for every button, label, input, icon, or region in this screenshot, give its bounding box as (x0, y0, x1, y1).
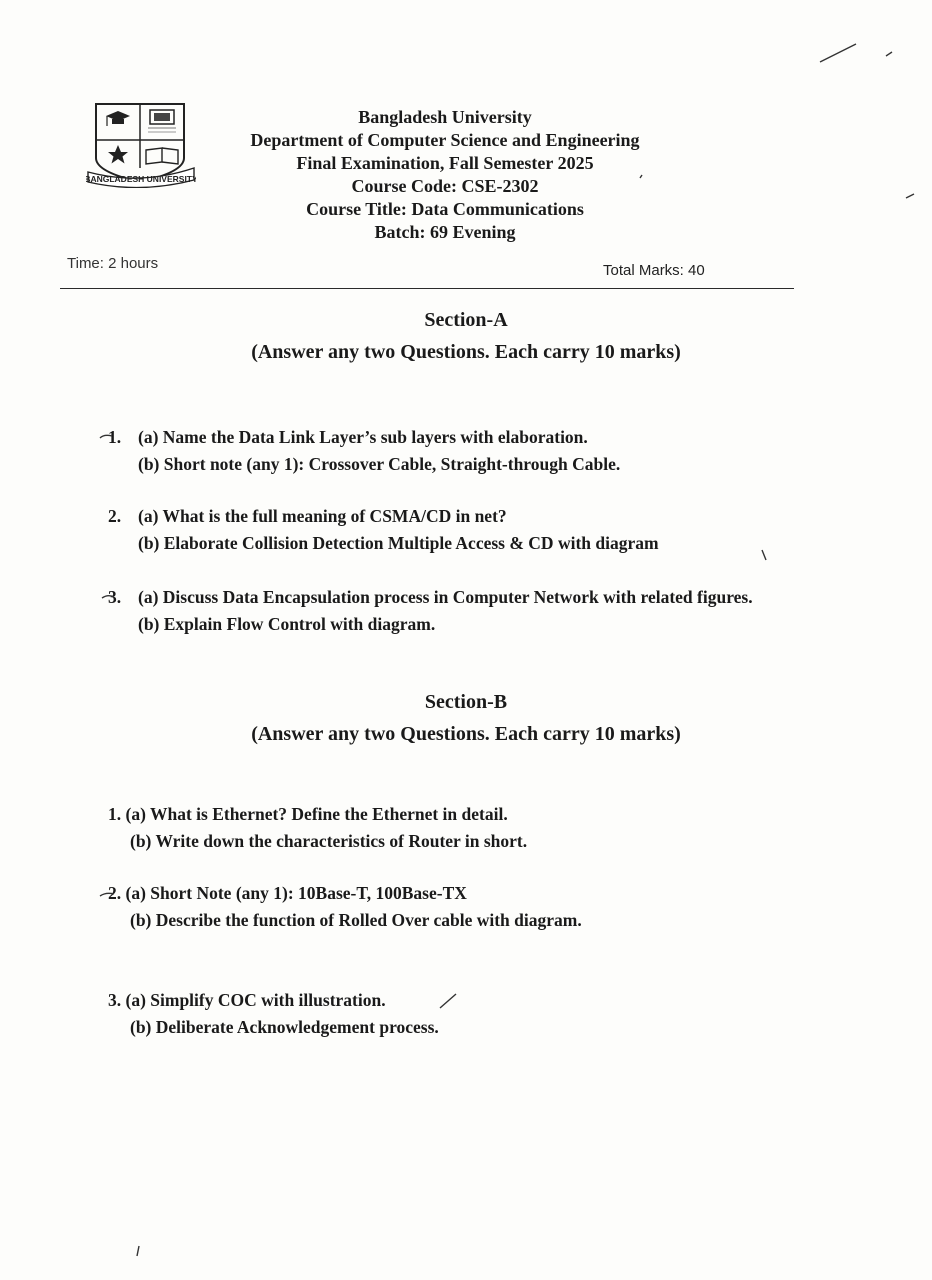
question-part-b: (b) Write down the characteristics of Router in short. (130, 831, 528, 851)
logo-banner-text: BANGLADESH UNIVERSITY (86, 174, 196, 184)
pen-mark-slash-icon (762, 550, 766, 560)
question-part-b: (b) Describe the function of Rolled Over cable with diagram. (130, 910, 582, 930)
question-part-a: (a) Simplify COC with illustration. (125, 990, 386, 1010)
question-part-a: (a) Short Note (any 1): 10Base-T, 100Base-TX (125, 883, 467, 903)
pen-mark-tick-icon (102, 596, 114, 598)
question-number: 1. (108, 804, 122, 824)
pen-mark-slash-icon (440, 994, 456, 1008)
section-a-instruction: (Answer any two Questions. Each carry 10 marks) (251, 341, 681, 363)
batch: Batch: 69 Evening (374, 222, 516, 242)
pen-mark-slash-icon (137, 1246, 139, 1256)
question-part-b: (b) Elaborate Collision Detection Multiple Access & CD with diagram (138, 533, 659, 553)
question-part-a: (a) Name the Data Link Layer’s sub layers with elaboration. (138, 427, 588, 447)
exam-time: Time: 2 hours (67, 255, 159, 272)
question-number: 2. (108, 506, 122, 526)
pen-mark-slash-icon (906, 194, 914, 198)
pen-mark-tick-icon (100, 435, 112, 438)
pen-mark-tick-icon (100, 893, 114, 896)
question-part-b: (b) Deliberate Acknowledgement process. (130, 1017, 439, 1037)
section-a-title: Section-A (424, 309, 508, 331)
exam-name: Final Examination, Fall Semester 2025 (296, 153, 594, 173)
department-name: Department of Computer Science and Engineering (250, 130, 640, 150)
university-name: Bangladesh University (358, 107, 532, 127)
pen-mark-slash-icon (886, 52, 892, 56)
question-number: 1. (108, 427, 122, 447)
course-title: Course Title: Data Communications (306, 199, 584, 219)
question-part-b: (b) Explain Flow Control with diagram. (138, 614, 436, 634)
pen-mark-slash-icon (820, 44, 856, 62)
question-number: 2. (108, 883, 122, 903)
question-number: 3. (108, 587, 122, 607)
question-number: 3. (108, 990, 122, 1010)
question-part-a: (a) Discuss Data Encapsulation process in Computer Network with related figures. (138, 587, 753, 607)
course-code: Course Code: CSE-2302 (351, 176, 539, 196)
question-part-a: (a) What is the full meaning of CSMA/CD in net? (138, 506, 507, 526)
section-b-instruction: (Answer any two Questions. Each carry 10 marks) (251, 723, 681, 745)
question-part-b: (b) Short note (any 1): Crossover Cable, Straight-through Cable. (138, 454, 621, 474)
question-part-a: (a) What is Ethernet? Define the Ethernet in detail. (125, 804, 508, 824)
section-b-title: Section-B (424, 691, 508, 713)
pen-mark-slash-icon (640, 175, 642, 178)
total-marks: Total Marks: 40 (603, 262, 705, 279)
